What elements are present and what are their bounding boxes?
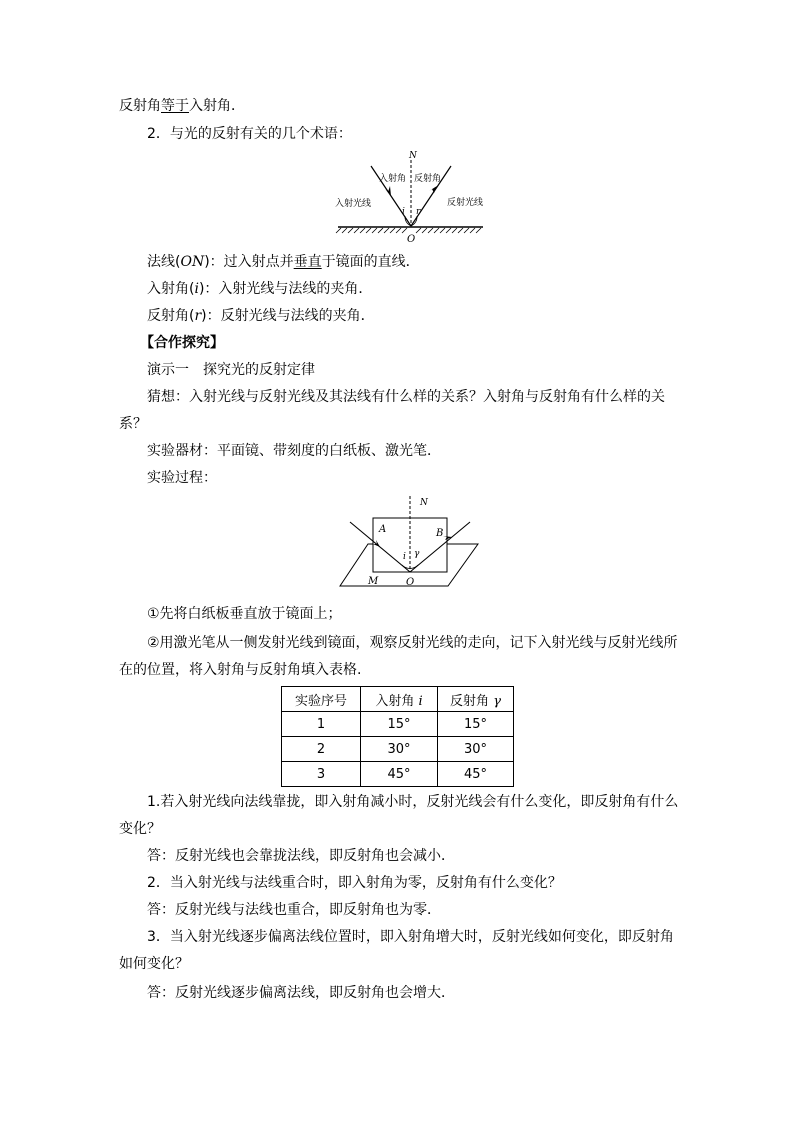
text: 反射角 — [119, 98, 161, 114]
equipment-line: 实验器材：平面镜、带刻度的白纸板、激光笔． — [147, 443, 441, 459]
definition-normal — [147, 252, 420, 272]
label-N: N — [420, 498, 428, 508]
table-cell: 3 — [282, 762, 361, 787]
label-O: O — [406, 577, 415, 588]
symbol: ON — [180, 254, 205, 270]
table-cell: 1 — [282, 712, 361, 737]
text: 法线( — [147, 254, 181, 270]
underlined-text: 等于 — [161, 98, 189, 114]
text: )：入射光线与法线的夹角． — [198, 281, 373, 297]
header-cell: 反射角 γ — [438, 687, 514, 712]
label-gamma: γ — [414, 549, 420, 559]
answer-2: 答：反射光线与法线也重合，即反射角也为零． — [147, 902, 441, 918]
label-reflect-ray: 反射光线 — [447, 198, 484, 208]
text: 入射角． — [189, 98, 245, 114]
paragraph-terms-heading: 2．与光的反射有关的几个术语： — [147, 126, 352, 142]
label-reflect-angle: 反射角 — [414, 174, 442, 184]
step-1: ①先将白纸板垂直放于镜面上； — [147, 606, 342, 622]
header-cell: 实验序号 — [282, 687, 361, 712]
table-cell: 15° — [438, 712, 514, 737]
table-row — [282, 737, 514, 762]
symbol: i — [194, 281, 199, 297]
question-2: 2．当入射光线与法线重合时，即入射角为零，反射角有什么变化？ — [147, 875, 562, 891]
table-cell: 2 — [282, 737, 361, 762]
label-N: N — [409, 151, 417, 161]
table-cell: 30° — [438, 737, 514, 762]
answer-1: 答：反射光线也会靠拢法线，即反射角也会减小． — [147, 848, 455, 864]
table-cell: 45° — [361, 762, 438, 787]
label-M: M — [368, 576, 379, 587]
question-3-line-2: 如何变化？ — [119, 956, 189, 972]
symbol: r — [194, 308, 202, 324]
guess-line-2: 系？ — [119, 416, 147, 432]
paragraph-reflection-equal — [119, 96, 245, 116]
header-cell: 入射角 i — [361, 687, 438, 712]
reflection-diagram — [333, 148, 488, 246]
table-row — [282, 762, 514, 787]
demo-title: 演示一 探究光的反射定律 — [147, 362, 315, 378]
answer-3: 答：反射光线逐步偏离法线，即反射角也会增大． — [147, 985, 455, 1001]
label-i: i — [403, 552, 406, 562]
section-heading: 【合作探究】 — [140, 335, 224, 351]
label-B: B — [436, 528, 444, 539]
table-cell: 45° — [438, 762, 514, 787]
label-r: r — [416, 207, 421, 217]
table-cell: 30° — [361, 737, 438, 762]
label-i: i — [402, 207, 405, 217]
question-1-line-2: 变化？ — [119, 821, 161, 837]
definition-reflect-angle — [147, 306, 375, 326]
table-row — [282, 712, 514, 737]
step-2-line-2: 在的位置，将入射角与反射角填入表格. — [119, 662, 362, 678]
results-table — [281, 686, 514, 787]
label-A: A — [379, 524, 387, 535]
underlined-text: 垂直 — [293, 254, 322, 270]
mirror-hatching — [336, 228, 481, 233]
process-line: 实验过程： — [147, 470, 217, 486]
label-O: O — [407, 234, 416, 245]
question-3-line-1: 3．当入射光线逐步偏离法线位置时，即入射角增大时，反射光线如何变化，即反射角 — [147, 929, 674, 945]
label-incident-ray: 入射光线 — [335, 199, 372, 209]
experiment-diagram — [338, 494, 483, 596]
guess-line-1: 猜想：入射光线与反射光线及其法线有什么样的关系？入射角与反射角有什么样的关 — [147, 389, 665, 405]
definition-incident-angle — [147, 279, 372, 299]
text: 反射角( — [147, 308, 195, 324]
text: 于镜面的直线． — [321, 254, 420, 270]
label-incident-angle: 入射角 — [379, 174, 407, 184]
question-1-line-1: 1.若入射光线向法线靠拢，即入射角减小时，反射光线会有什么变化，即反射角有什么 — [147, 794, 679, 810]
text: 入射角( — [147, 281, 195, 297]
text: )：过入射点并 — [204, 254, 294, 270]
table-cell: 15° — [361, 712, 438, 737]
table-header-row — [282, 687, 514, 712]
step-2-line-1: ②用激光笔从一侧发射光线到镜面，观察反射光线的走向，记下入射光线与反射光线所 — [147, 635, 678, 651]
text: )：反射光线与法线的夹角． — [201, 308, 375, 324]
